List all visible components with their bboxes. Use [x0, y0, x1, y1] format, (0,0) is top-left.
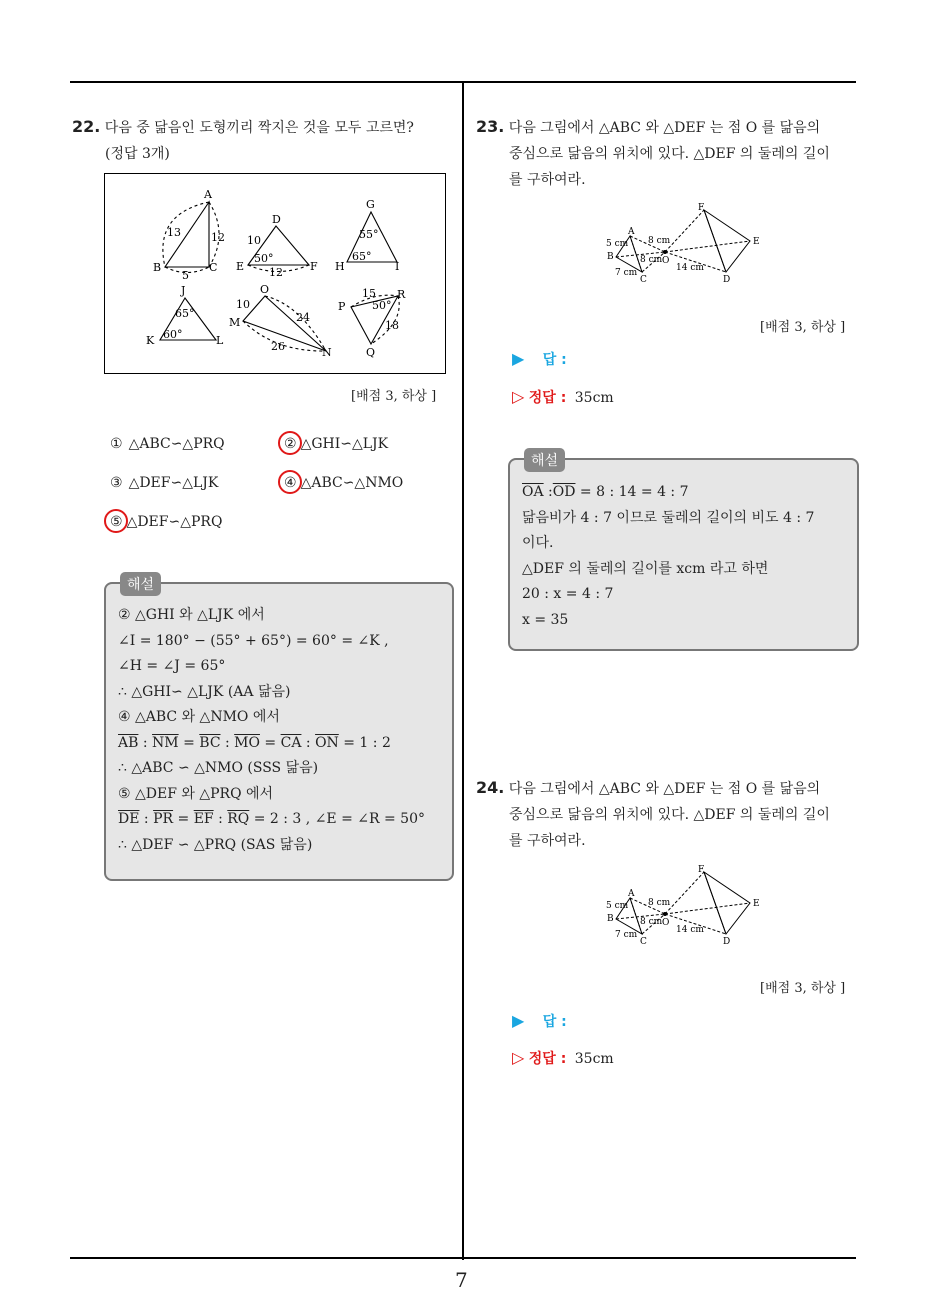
- ratio: = 8 : 14 = 4 : 7: [575, 484, 689, 500]
- fig-lbl-angE: 50°: [254, 252, 274, 265]
- q22-sol-line-5: ④ △ABC 와 △NMO 에서: [118, 709, 280, 725]
- q22-text-1: 다음 중 닮음인 도형끼리 짝지은 것을 모두 고르면?: [104, 120, 414, 136]
- q22-sol-line-9: [118, 807, 425, 833]
- q22-solution-box: [104, 577, 454, 881]
- q22-sol-line-3: ∠H = ∠J = 65°: [118, 658, 226, 674]
- outline-triangle-icon: ▷: [512, 1048, 525, 1067]
- hm2-lbl-C: C: [640, 937, 647, 947]
- sep: =: [173, 811, 194, 827]
- sep: :: [220, 734, 235, 751]
- q24-correct-row: [512, 1048, 614, 1068]
- fig-lbl-P: P: [338, 300, 346, 313]
- q22-sol-line-7: ∴ △ABC ∽ △NMO (SSS 닮음): [118, 760, 319, 776]
- q23-question: [476, 114, 861, 193]
- play-icon: ▶: [512, 349, 525, 368]
- q24-answer-row: [512, 1011, 567, 1031]
- q23-sol-line-2: 닮음비가 4 : 7 이므로 둘레의 길이의 비도 4 : 7: [522, 509, 815, 526]
- q22-option-5-num: ⑤: [110, 514, 123, 530]
- fig-lbl-O: O: [260, 283, 270, 296]
- q24-answer-label: 답 :: [542, 1014, 567, 1030]
- q22-option-4-text: △ABC∽△NMO: [300, 475, 404, 491]
- q22-option-2-mark: [278, 431, 302, 455]
- q22-option-3-text: △DEF∽△LJK: [128, 475, 219, 491]
- sep: =: [178, 734, 200, 751]
- q22-option-1-num: ①: [110, 436, 123, 452]
- q22-option-4-num: ④: [284, 475, 297, 491]
- q23-figure: [600, 200, 770, 290]
- q22-option-1[interactable]: [110, 436, 225, 452]
- sep: :: [139, 811, 154, 827]
- seg-mo: $\overline{MO}$: [234, 734, 260, 751]
- hm-lbl-D: D: [723, 275, 731, 285]
- q23-solution-tag: 해설: [524, 448, 565, 472]
- play-icon: ▶: [512, 1011, 525, 1030]
- q22-sol-line-8: ⑤ △DEF 와 △PRQ 에서: [118, 785, 274, 802]
- q22-figure: [104, 173, 446, 374]
- q22-option-3-num: ③: [110, 475, 123, 491]
- hm-lbl-ab: 5 cm: [606, 239, 629, 249]
- fig-lbl-bc: 5: [182, 269, 189, 282]
- sep: =: [259, 734, 281, 751]
- q23-sol-line-3: 이다.: [522, 535, 554, 551]
- q24-text-1: 다음 그림에서 △ABC 와 △DEF 는 점 O 를 닮음의: [508, 781, 821, 797]
- hm-lbl-od: 14 cm: [676, 263, 704, 273]
- hm2-lbl-bc: 7 cm: [615, 930, 638, 940]
- fig-lbl-K: K: [146, 334, 155, 347]
- fig-lbl-angJ: 65°: [175, 307, 195, 320]
- hm-lbl-F: F: [698, 203, 705, 213]
- hm2-lbl-A: A: [628, 889, 635, 899]
- page-number: 7: [455, 1268, 468, 1292]
- fig-lbl-pr: 15: [362, 287, 376, 300]
- hm2-lbl-D: D: [723, 937, 731, 947]
- fig-lbl-angR: 50°: [372, 299, 392, 312]
- fig-lbl-G: G: [366, 198, 375, 211]
- ratio: = 2 : 3 , ∠E = ∠R = 50°: [249, 811, 425, 827]
- seg-ca: $\overline{CA}$: [280, 734, 302, 751]
- fig-lbl-C: C: [209, 261, 218, 274]
- fig-lbl-H: H: [335, 260, 345, 273]
- q22-sol-line-10: ∴ △DEF ∽ △PRQ (SAS 닮음): [118, 836, 313, 853]
- fig-lbl-F: F: [310, 260, 318, 273]
- q23-sol-line-1: [522, 480, 814, 506]
- seg-rq: $\overline{RQ}$: [227, 811, 250, 827]
- hm2-lbl-co: 8 cm: [640, 917, 663, 927]
- sep: :: [543, 484, 553, 500]
- sep: :: [301, 734, 316, 751]
- q23-number: 23.: [476, 117, 505, 136]
- hm-lbl-E: E: [753, 237, 760, 247]
- q23-sol-line-5: 20 : x = 4 : 7: [522, 586, 614, 602]
- fig-lbl-A: A: [204, 188, 212, 201]
- q22-option-1-text: △ABC∽△PRQ: [128, 436, 225, 452]
- seg-bc: $\overline{BC}$: [199, 734, 221, 751]
- fig-lbl-on: 24: [296, 311, 310, 324]
- q22-option-5-text: △DEF∽△PRQ: [126, 514, 223, 530]
- hm2-lbl-ao: 8 cm: [648, 898, 671, 908]
- q24-number: 24.: [476, 778, 505, 797]
- q23-text-3: 를 구하여라.: [509, 172, 586, 188]
- q24-figure: [600, 862, 770, 952]
- q23-text-2: 중심으로 닮음의 위치에 있다. △DEF 의 둘레의 길이: [509, 146, 830, 162]
- q23-solution-box: [508, 453, 859, 651]
- q23-sol-line-6: x = 35: [522, 611, 569, 628]
- hm2-lbl-F: F: [698, 865, 705, 875]
- hm-lbl-A: A: [628, 227, 635, 237]
- hm2-lbl-ab: 5 cm: [606, 901, 629, 911]
- q23-answer-row: [512, 349, 567, 369]
- q23-sol-line-4: △DEF 의 둘레의 길이를 xcm 라고 하면: [522, 560, 769, 577]
- fig-lbl-J: J: [181, 284, 186, 297]
- q23-answer-label: 답 :: [542, 352, 567, 368]
- hm2-lbl-O: O: [662, 918, 670, 928]
- fig-lbl-M: M: [229, 316, 241, 329]
- q22-triangles-svg: [105, 174, 445, 373]
- fig-lbl-Q: Q: [366, 346, 376, 359]
- q22-sol-line-1: ② △GHI 와 △LJK 에서: [118, 607, 265, 623]
- q24-score: [배점 3, 하상 ]: [760, 981, 846, 996]
- hm-lbl-C: C: [640, 275, 647, 285]
- seg-de: $\overline{DE}$: [118, 811, 140, 827]
- q22-option-5[interactable]: [110, 514, 222, 530]
- q22-score: [배점 3, 하상 ]: [351, 389, 437, 404]
- seg-oa: $\overline{OA}$: [522, 484, 544, 500]
- q22-option-5-mark: [104, 509, 128, 533]
- sep: :: [213, 811, 228, 827]
- q22-sol-line-6: [118, 731, 425, 757]
- seg-pr: $\overline{PR}$: [153, 811, 174, 827]
- fig-lbl-angG: 55°: [359, 228, 379, 241]
- q24-question: [476, 775, 861, 854]
- fig-lbl-rq: 18: [385, 319, 399, 332]
- fig-lbl-B: B: [153, 261, 162, 274]
- q22-option-2[interactable]: [284, 436, 388, 452]
- fig-lbl-mo: 10: [236, 298, 250, 311]
- hm2-lbl-od: 14 cm: [676, 925, 704, 935]
- hm-lbl-ao: 8 cm: [648, 236, 671, 246]
- fig-lbl-N: N: [322, 346, 332, 359]
- ratio: = 1 : 2: [338, 734, 391, 751]
- q23-score: [배점 3, 하상 ]: [760, 320, 846, 335]
- q24-correct-label: 정답 :: [528, 1051, 567, 1067]
- fig-lbl-ac: 12: [211, 231, 225, 244]
- outline-triangle-icon: ▷: [512, 387, 525, 406]
- column-divider: [462, 82, 464, 1260]
- q22-number: 22.: [72, 117, 101, 136]
- hm2-lbl-B: B: [607, 914, 614, 924]
- fig-lbl-ef: 12: [269, 266, 283, 279]
- seg-on: $\overline{ON}$: [315, 734, 339, 751]
- hm-lbl-co: 8 cm: [640, 255, 663, 265]
- fig-lbl-I: I: [395, 260, 400, 273]
- seg-ab: $\overline{AB}$: [118, 734, 139, 751]
- q22-option-2-text: △GHI∽△LJK: [300, 436, 389, 452]
- q24-text-2: 중심으로 닮음의 위치에 있다. △DEF 의 둘레의 길이: [509, 807, 830, 823]
- q24-correct-value: 35cm: [574, 1051, 614, 1067]
- fig-lbl-D: D: [272, 213, 281, 226]
- sep: :: [138, 734, 153, 751]
- fig-lbl-angK: 60°: [163, 328, 183, 341]
- hm-lbl-bc: 7 cm: [615, 268, 638, 278]
- q22-solution-tag: 해설: [120, 572, 161, 596]
- q22-sol-line-4: ∴ △GHI∽ △LJK (AA 닮음): [118, 683, 291, 700]
- q22-question: [72, 114, 457, 167]
- seg-od: $\overline{OD}$: [552, 484, 576, 500]
- q22-option-4[interactable]: [284, 475, 403, 491]
- fig-lbl-R: R: [397, 288, 406, 301]
- q23-correct-label: 정답 :: [528, 390, 567, 406]
- q22-text-2: (정답 3개): [105, 146, 170, 162]
- q23-correct-row: [512, 387, 614, 407]
- seg-nm: $\overline{NM}$: [152, 734, 179, 751]
- q24-text-3: 를 구하여라.: [509, 833, 586, 849]
- q22-sol-line-2: ∠I = 180° − (55° + 65°) = 60° = ∠K ,: [118, 632, 389, 649]
- hm-lbl-B: B: [607, 252, 614, 262]
- q23-text-1: 다음 그림에서 △ABC 와 △DEF 는 점 O 를 닮음의: [508, 120, 821, 136]
- q23-correct-value: 35cm: [574, 390, 614, 406]
- fig-lbl-mn: 26: [271, 340, 285, 353]
- fig-lbl-E: E: [236, 260, 245, 273]
- hm-lbl-O: O: [662, 256, 670, 266]
- fig-lbl-angH: 65°: [352, 250, 372, 263]
- fig-lbl-L: L: [216, 334, 224, 347]
- q22-option-3[interactable]: [110, 475, 218, 491]
- q22-option-2-num: ②: [284, 436, 297, 452]
- fig-lbl-de: 10: [247, 234, 261, 247]
- hm2-lbl-E: E: [753, 899, 760, 909]
- q22-option-4-mark: [278, 470, 302, 494]
- q22-solution-text: [118, 603, 425, 858]
- fig-lbl-ab: 13: [167, 226, 181, 239]
- q23-solution-text: [522, 480, 814, 633]
- seg-ef: $\overline{EF}$: [193, 811, 214, 827]
